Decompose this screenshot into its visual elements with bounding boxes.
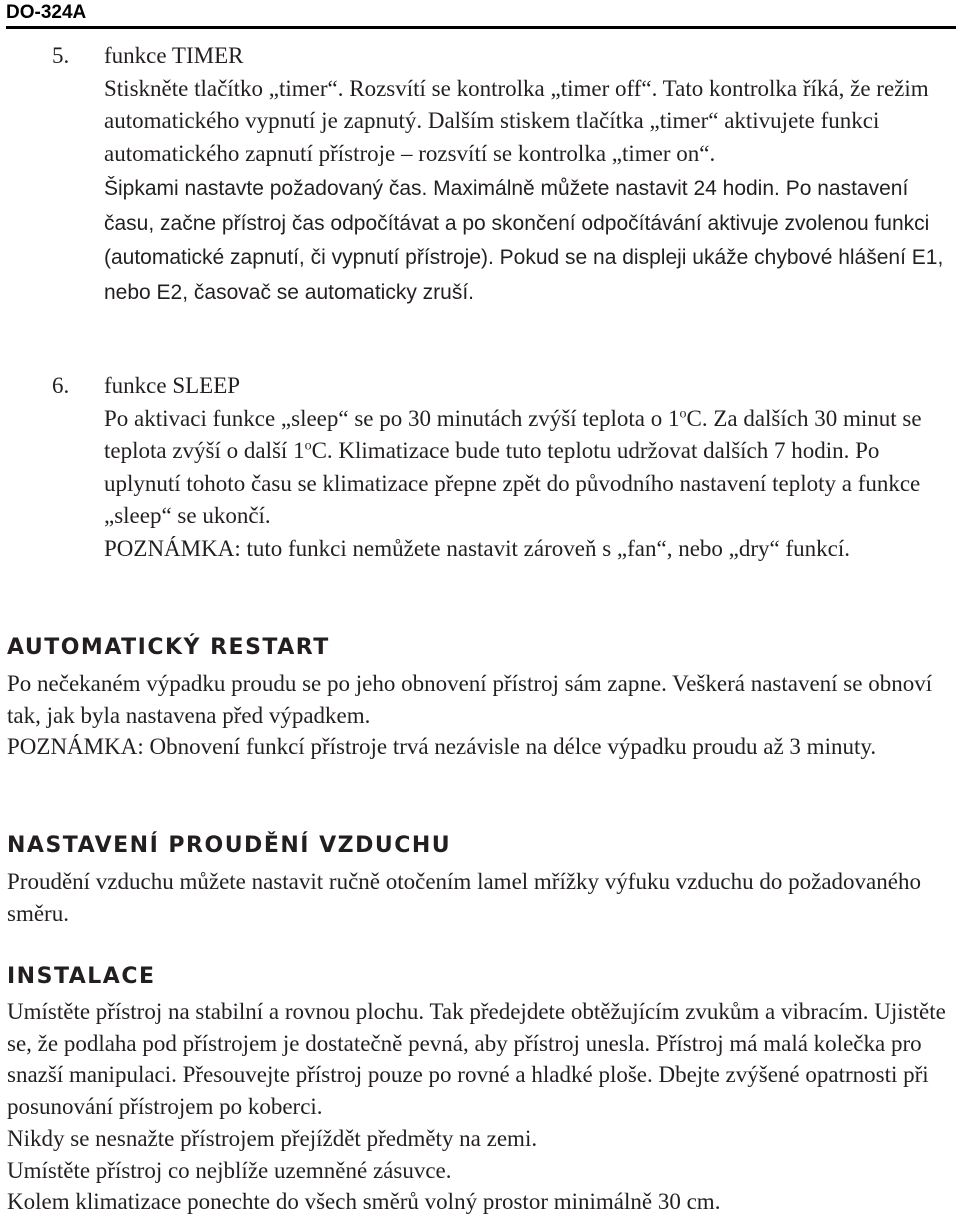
document-code: DO-324A	[6, 2, 87, 23]
sleep-number: 6.	[52, 373, 70, 398]
install-paragraph-1: Umístěte přístroj na stabilní a rovnou plochu. Tak předejdete obtěžujícím zvukům a vibracím. Ujistěte se, že podlaha pod přístrojem je dostatečně pevná, aby přístroj unesla. Přístroj má malá kolečka pro snazší manipulaci. Přesouvejte přístroj pouze po rovné a hladké ploše. Dbejte zvýšené opatrnosti při posunování přístrojem po koberci.	[7, 999, 946, 1120]
header-rule	[6, 26, 956, 29]
sleep-text: Po aktivaci funkce „sleep“ se po 30 minutách zvýší teplota o 1$^o$C. Za dalších 30 minut se teplota zvýší o další 1$^o$C. Klimatizace bude tuto teplotu udržovat dalších 7 hodin. Po uplynutí tohoto času se klimatizace přepne zpět do původního nastavení teploty a funkce „sleep“ se ukončí.	[104, 405, 922, 528]
sleep-title: funkce SLEEP	[104, 373, 241, 398]
install-paragraph-2: Nikdy se nesnažte přístrojem přejíždět předměty na zemi.	[7, 1125, 538, 1151]
install-heading: INSTALACE	[7, 964, 156, 989]
airflow-paragraph: Proudění vzduchu můžete nastavit ručně otočením lamel mřížky výfuku vzduchu do požadovaného směru.	[7, 869, 921, 926]
timer-text-b-block: Šipkami nastavte požadovaný čas. Maximálně můžete nastavit 24 hodin. Po nastavení času, začne přístroj čas odpočítávat a po skončení odpočítávání aktivuje zvolenou funkci (automatické zapnutí, či vypnutí přístroje). Pokud se na displeji ukáže chybové hlášení E1, nebo E2, časovač se automaticky zruší.	[104, 177, 944, 304]
airflow-heading: NASTAVENÍ PROUDĚNÍ VZDUCHU	[7, 833, 452, 858]
timer-number: 5.	[52, 43, 70, 68]
timer-text-a: Stiskněte tlačítko „timer“. Rozsvítí se kontrolka „timer off“. Tato kontrolka říká, že režim automatického vypnutí je zapnutý. Dalším stiskem tlačítka „timer“ aktivujete funkci automatického zapnutí přístroje – rozsvítí se kontrolka „timer on“.	[104, 75, 929, 166]
install-paragraph-3: Umístěte přístroj co nejblíže uzemněné zásuvce.	[7, 1157, 452, 1183]
restart-body	[7, 668, 957, 763]
sleep-section	[104, 370, 956, 565]
restart-heading: AUTOMATICKÝ RESTART	[7, 635, 330, 660]
restart-note: POZNÁMKA: Obnovení funkcí přístroje trvá nezávisle na délce výpadku proudu až 3 minuty.	[7, 734, 877, 760]
install-paragraph-4: Kolem klimatizace ponechte do všech směrů volný prostor minimálně 30 cm.	[7, 1189, 721, 1215]
timer-title: funkce TIMER	[104, 43, 244, 68]
timer-section	[104, 40, 956, 170]
install-body	[7, 996, 957, 1218]
airflow-body	[7, 866, 957, 929]
restart-paragraph-1: Po nečekaném výpadku proudu se po jeho obnovení přístroj sám zapne. Veškerá nastavení se obnoví tak, jak byla nastavena před výpadkem.	[7, 671, 933, 728]
sleep-note: POZNÁMKA: tuto funkci nemůžete nastavit zároveň s „fan“, nebo „dry“ funkcí.	[104, 535, 850, 561]
